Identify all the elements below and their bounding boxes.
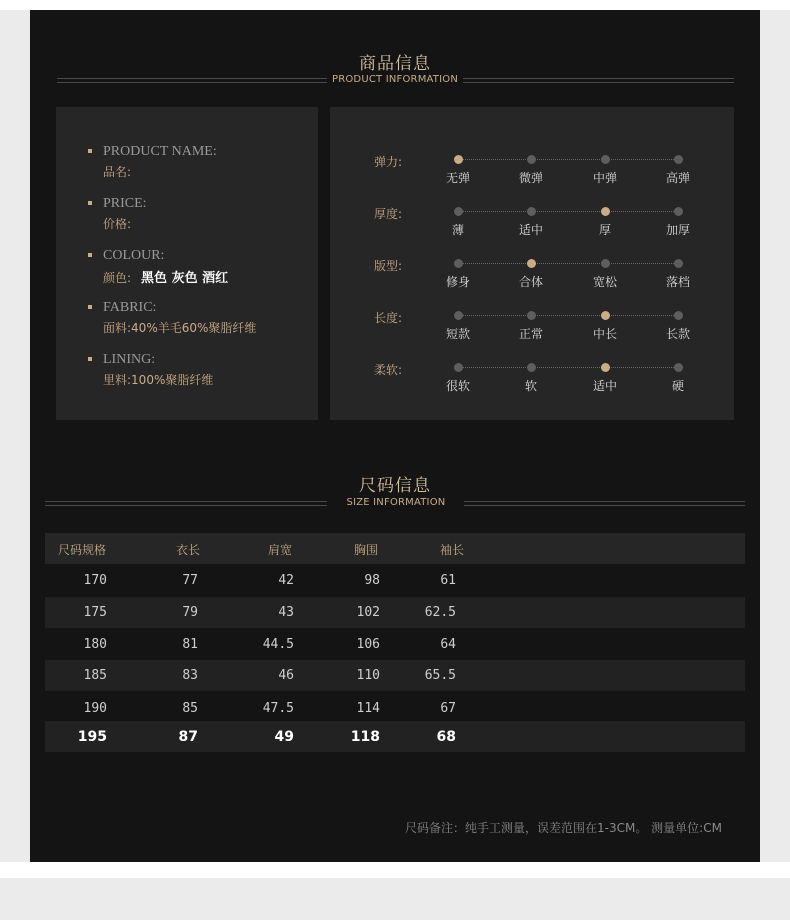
table-row <box>45 693 745 724</box>
product-info-divider-left <box>57 78 327 83</box>
top-strip <box>0 0 790 10</box>
attribute-label: 厚度: <box>374 207 403 221</box>
table-cell: 114 <box>356 701 380 716</box>
attribute-option: 无弹 <box>445 171 470 185</box>
attribute-option: 微弹 <box>518 171 543 185</box>
field-label-en: FABRIC: <box>103 300 157 315</box>
table-cell: 47.5 <box>262 701 294 716</box>
size-info-divider-left <box>45 501 327 506</box>
attribute-option: 高弹 <box>665 171 690 185</box>
size-note: 尺码备注：纯手工测量，误差范围在1-3CM。 测量单位:CM <box>405 821 722 835</box>
dot-icon <box>674 259 683 268</box>
attribute-option: 修身 <box>445 275 470 289</box>
attribute-row <box>330 361 734 401</box>
attribute-option: 中长 <box>592 327 617 341</box>
dot-icon <box>527 363 536 372</box>
selected-dot-icon <box>601 363 610 372</box>
field-label-en: PRICE: <box>103 196 147 211</box>
attribute-label: 版型: <box>374 259 403 273</box>
attribute-option: 落档 <box>665 275 690 289</box>
attribute-row <box>330 257 734 297</box>
field-cn-label: 里料: <box>103 373 132 387</box>
dot-icon <box>527 155 536 164</box>
field-cn-label: 颜色: <box>103 271 132 285</box>
table-header-row <box>45 533 745 564</box>
dot-icon <box>674 311 683 320</box>
dot-icon <box>527 311 536 320</box>
table-cell: 44.5 <box>262 637 294 652</box>
column-header: 尺码规格 <box>58 543 107 557</box>
table-cell: 65.5 <box>424 668 456 683</box>
field-label-cn <box>103 267 228 286</box>
field-cn-label: 价格: <box>103 217 132 231</box>
table-cell: 110 <box>356 668 380 683</box>
field-cn-label: 面料: <box>103 321 132 335</box>
table-cell: 170 <box>83 573 107 588</box>
table-cell: 98 <box>364 573 380 588</box>
table-cell: 42 <box>278 573 294 588</box>
field-label-en: COLOUR: <box>103 248 165 263</box>
attribute-scale-line <box>458 159 680 160</box>
dot-icon <box>601 259 610 268</box>
column-header: 袖长 <box>440 543 465 557</box>
table-cell: 81 <box>182 637 198 652</box>
table-cell: 190 <box>83 701 107 716</box>
bottom-strip <box>0 862 790 878</box>
table-cell: 46 <box>278 668 294 683</box>
product-info-divider-right <box>463 78 734 83</box>
table-cell: 118 <box>350 729 380 745</box>
attribute-option: 加厚 <box>665 223 690 237</box>
field-label-en: PRODUCT NAME: <box>103 144 217 159</box>
table-cell: 185 <box>83 668 107 683</box>
selected-dot-icon <box>527 259 536 268</box>
table-cell: 85 <box>182 701 198 716</box>
field-cn-label: 品名: <box>103 165 132 179</box>
dot-icon <box>454 207 463 216</box>
field-label-cn <box>103 215 131 232</box>
attribute-option: 合体 <box>518 275 543 289</box>
table-cell: 83 <box>182 668 198 683</box>
table-row <box>45 597 745 628</box>
field-label-en: LINING: <box>103 352 156 367</box>
attribute-label: 弹力: <box>374 155 403 169</box>
table-cell: 67 <box>440 701 456 716</box>
table-cell: 175 <box>83 605 107 620</box>
attribute-scale-line <box>458 211 680 212</box>
attribute-scale-line <box>458 367 680 368</box>
table-cell: 61 <box>440 573 456 588</box>
table-row <box>45 721 745 752</box>
attribute-scale-line <box>458 263 680 264</box>
field-label-cn <box>103 319 256 336</box>
dot-icon <box>674 207 683 216</box>
bullet-icon <box>88 357 92 361</box>
dot-icon <box>674 155 683 164</box>
dot-icon <box>601 155 610 164</box>
table-cell: 79 <box>182 605 198 620</box>
table-cell: 62.5 <box>424 605 456 620</box>
field-value: 100%聚脂纤维 <box>131 373 214 387</box>
table-cell: 43 <box>278 605 294 620</box>
table-cell: 102 <box>356 605 380 620</box>
table-cell: 68 <box>436 729 456 745</box>
attribute-option: 适中 <box>518 223 543 237</box>
table-cell: 106 <box>356 637 380 652</box>
column-header: 肩宽 <box>268 543 293 557</box>
dot-icon <box>454 311 463 320</box>
attribute-label: 长度: <box>374 311 403 325</box>
table-cell: 77 <box>182 573 198 588</box>
attribute-option: 很软 <box>445 379 470 393</box>
attribute-scale-line <box>458 315 680 316</box>
bullet-icon <box>88 149 92 153</box>
column-header: 胸围 <box>354 543 379 557</box>
table-row <box>45 629 745 660</box>
table-row <box>45 565 745 596</box>
attribute-option: 硬 <box>671 379 684 393</box>
field-value: 40%羊毛60%聚脂纤维 <box>131 321 257 335</box>
attribute-option: 软 <box>524 379 537 393</box>
table-cell: 49 <box>274 729 294 745</box>
size-info-subtitle: SIZE INFORMATION <box>346 497 446 508</box>
dot-icon <box>454 363 463 372</box>
attribute-row <box>330 153 734 193</box>
product-info-title: 商品信息 <box>359 54 431 74</box>
attribute-option: 厚 <box>598 223 611 237</box>
dot-icon <box>527 207 536 216</box>
selected-dot-icon <box>601 207 610 216</box>
table-row <box>45 660 745 691</box>
table-cell: 180 <box>83 637 107 652</box>
size-info-title: 尺码信息 <box>359 476 431 496</box>
field-label-cn <box>103 371 213 388</box>
selected-dot-icon <box>601 311 610 320</box>
field-value: 黑色 灰色 酒红 <box>141 271 229 286</box>
size-info-divider-right <box>464 501 745 506</box>
column-header: 衣长 <box>176 543 201 557</box>
attribute-label: 柔软: <box>374 363 403 377</box>
table-cell: 64 <box>440 637 456 652</box>
attribute-option: 中弹 <box>592 171 617 185</box>
attribute-option: 长款 <box>665 327 690 341</box>
dot-icon <box>674 363 683 372</box>
attribute-row <box>330 205 734 245</box>
dot-icon <box>454 259 463 268</box>
bullet-icon <box>88 253 92 257</box>
attribute-option: 宽松 <box>592 275 617 289</box>
attribute-option: 薄 <box>451 223 464 237</box>
attribute-option: 适中 <box>592 379 617 393</box>
attribute-option: 正常 <box>518 327 543 341</box>
product-info-subtitle: PRODUCT INFORMATION <box>331 74 459 85</box>
bullet-icon <box>88 201 92 205</box>
attribute-option: 短款 <box>445 327 470 341</box>
table-cell: 87 <box>178 729 198 745</box>
selected-dot-icon <box>454 155 463 164</box>
bullet-icon <box>88 305 92 309</box>
attribute-row <box>330 309 734 349</box>
field-label-cn <box>103 163 131 180</box>
table-cell: 195 <box>77 729 107 745</box>
